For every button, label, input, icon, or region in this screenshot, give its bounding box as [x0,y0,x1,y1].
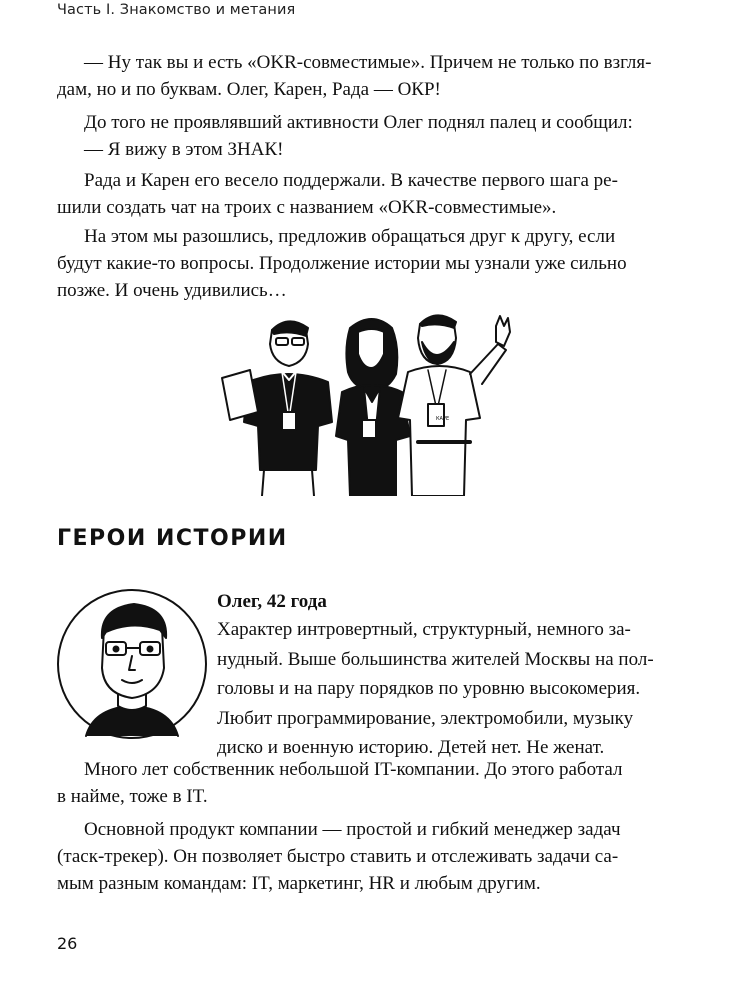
text-line: На этом мы разошлись, предложив обращаться друг к другу, если [84,226,616,247]
paragraph [57,756,680,810]
right-man-figure [398,315,510,496]
left-man-figure [222,321,332,496]
text-line: мым разным командам: IT, маркетинг, HR и любым другим. [57,873,541,894]
section-heading: ГЕРОИ ИСТОРИИ [57,526,288,551]
bio-line: Любит программирование, электромобили, музыку [217,707,634,729]
paragraph [84,109,680,163]
bio-line: Характер интровертный, структурный, немного за- [217,619,631,640]
text-line: — Я вижу в этом ЗНАК! [84,139,284,160]
paragraph [57,816,680,897]
text-line: — Ну так вы и есть «OKR-совместимые». Причем не только по взгля- [84,52,652,73]
text-line: Много лет собственник небольшой IT-компании. До этого работал [84,759,623,780]
paragraph [57,167,680,221]
text-line: дам, но и по буквам. Олег, Карен, Рада — ОКР! [57,79,441,100]
text-line: шили создать чат на троих с названием «OKR-совместимые». [57,197,557,218]
text-line: будут какие-то вопросы. Продолжение истории мы узнали уже сильно [57,253,627,274]
text-line: в найме, тоже в IT. [57,786,208,807]
bio-line: нудный. Выше большинства жителей Москвы на пол- [217,648,654,670]
woman-figure [336,319,410,496]
oleg-portrait [56,588,208,740]
bio-line: головы и на пару порядков по уровню высокомерия. [217,678,641,699]
text-line: позже. И очень удивились… [57,280,287,301]
page-number: 26 [57,934,78,953]
paragraph [57,49,680,103]
text-line: (таск-трекер). Он позволяет быстро ставить и отслеживать задачи са- [57,846,619,867]
hero-name: Олег, 42 года [217,591,327,612]
text-line: Рада и Карен его весело поддержали. В качестве первого шага ре- [84,170,618,191]
text-line: Основной продукт компании — простой и гибкий менеджер задач [84,819,621,840]
text-line: До того не проявлявший активности Олег поднял палец и сообщил: [84,112,633,133]
badge-text: КАРЕ [436,416,450,422]
bio-line: диско и военную историю. Детей нет. Не женат. [217,737,605,758]
running-head: Часть I. Знакомство и метания [57,2,296,18]
hero-bio [217,588,687,763]
paragraph [57,223,680,304]
three-characters-illustration [214,312,526,496]
